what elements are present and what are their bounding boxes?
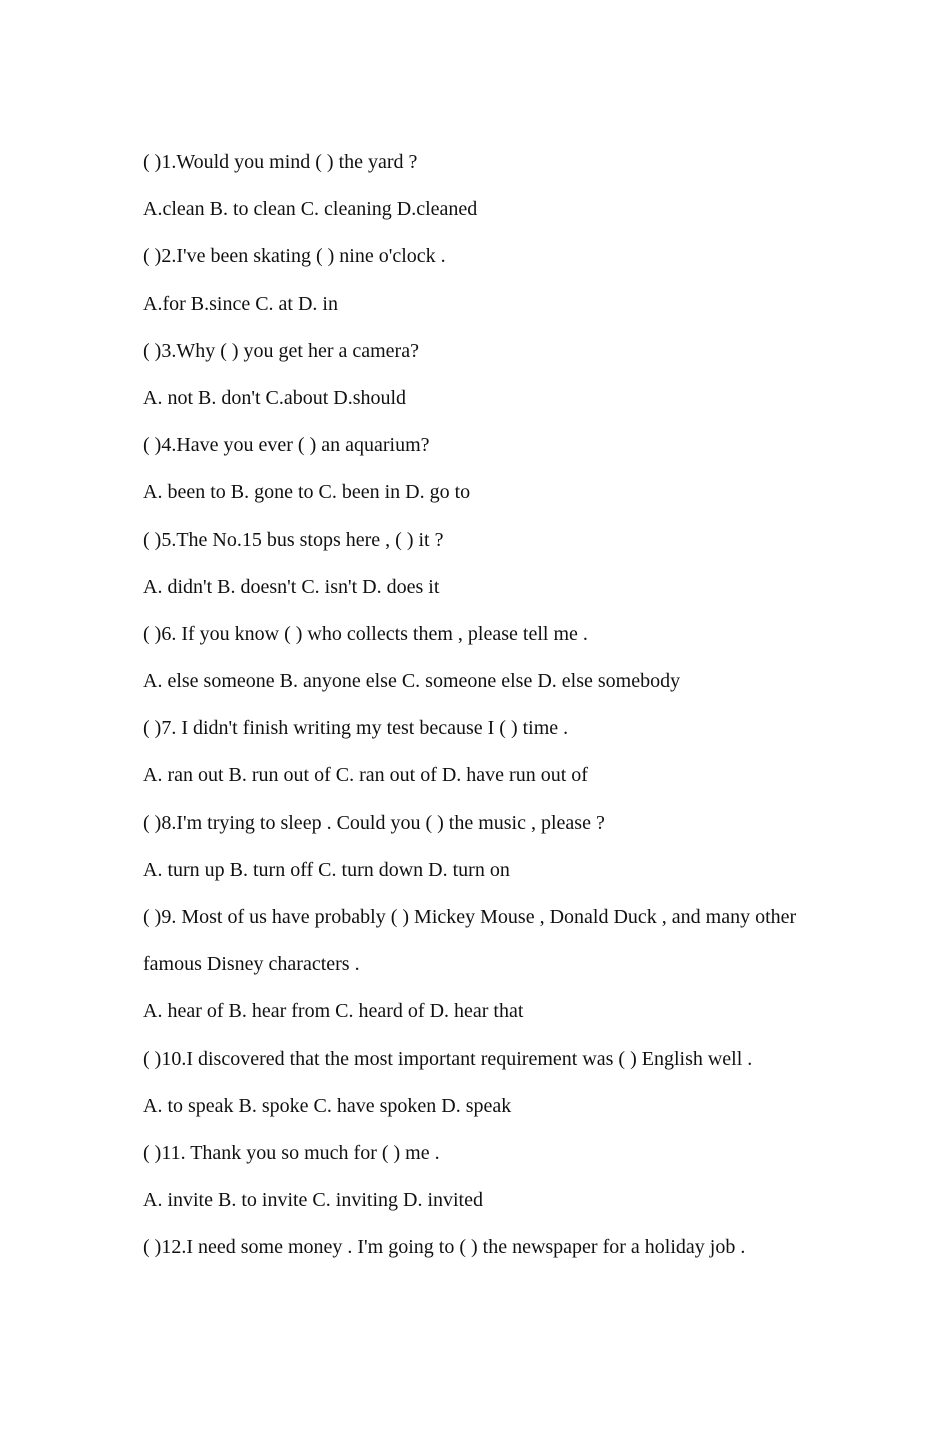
- question-2: ( )2.I've been skating ( ) nine o'clock .: [143, 245, 446, 268]
- question-6: ( )6. If you know ( ) who collects them , please tell me .: [143, 622, 588, 645]
- options-9: A. hear of B. hear from C. heard of D. hear that: [143, 1000, 524, 1023]
- question-9: ( )9. Most of us have probably ( ) Mickey Mouse , Donald Duck , and many other: [143, 906, 797, 928]
- options-1: A.clean B. to clean C. cleaning D.cleaned: [143, 198, 478, 221]
- options-6: A. else someone B. anyone else C. someone else D. else somebody: [143, 670, 681, 693]
- options-5: A. didn't B. doesn't C. isn't D. does it: [143, 575, 440, 598]
- options-3: A. not B. don't C.about D.should: [143, 386, 407, 409]
- question-10: ( )10.I discovered that the most important requirement was ( ) English well .: [143, 1047, 753, 1070]
- exercise-body: [143, 139, 883, 1272]
- options-8: A. turn up B. turn off C. turn down D. turn on: [143, 858, 510, 881]
- question-8: ( )8.I'm trying to sleep . Could you ( ) the music , please ?: [143, 811, 605, 834]
- options-2: A.for B.since C. at D. in: [143, 292, 338, 315]
- question-12: ( )12.I need some money . I'm going to ( ) the newspaper for a holiday job .: [143, 1236, 746, 1259]
- options-7: A. ran out B. run out of C. ran out of D. have run out of: [143, 764, 588, 787]
- question-5: ( )5.The No.15 bus stops here , ( ) it ?: [143, 528, 444, 551]
- question-9-continued: famous Disney characters .: [143, 953, 360, 976]
- question-1: ( )1.Would you mind ( ) the yard ?: [143, 151, 418, 173]
- question-3: ( )3.Why ( ) you get her a camera?: [143, 339, 419, 362]
- options-4: A. been to B. gone to C. been in D. go to: [143, 481, 471, 504]
- question-4: ( )4.Have you ever ( ) an aquarium?: [143, 434, 430, 457]
- options-11: A. invite B. to invite C. inviting D. invited: [143, 1189, 483, 1212]
- question-7: ( )7. I didn't finish writing my test because I ( ) time .: [143, 717, 569, 740]
- options-10: A. to speak B. spoke C. have spoken D. speak: [143, 1094, 512, 1117]
- question-11: ( )11. Thank you so much for ( ) me .: [143, 1141, 440, 1164]
